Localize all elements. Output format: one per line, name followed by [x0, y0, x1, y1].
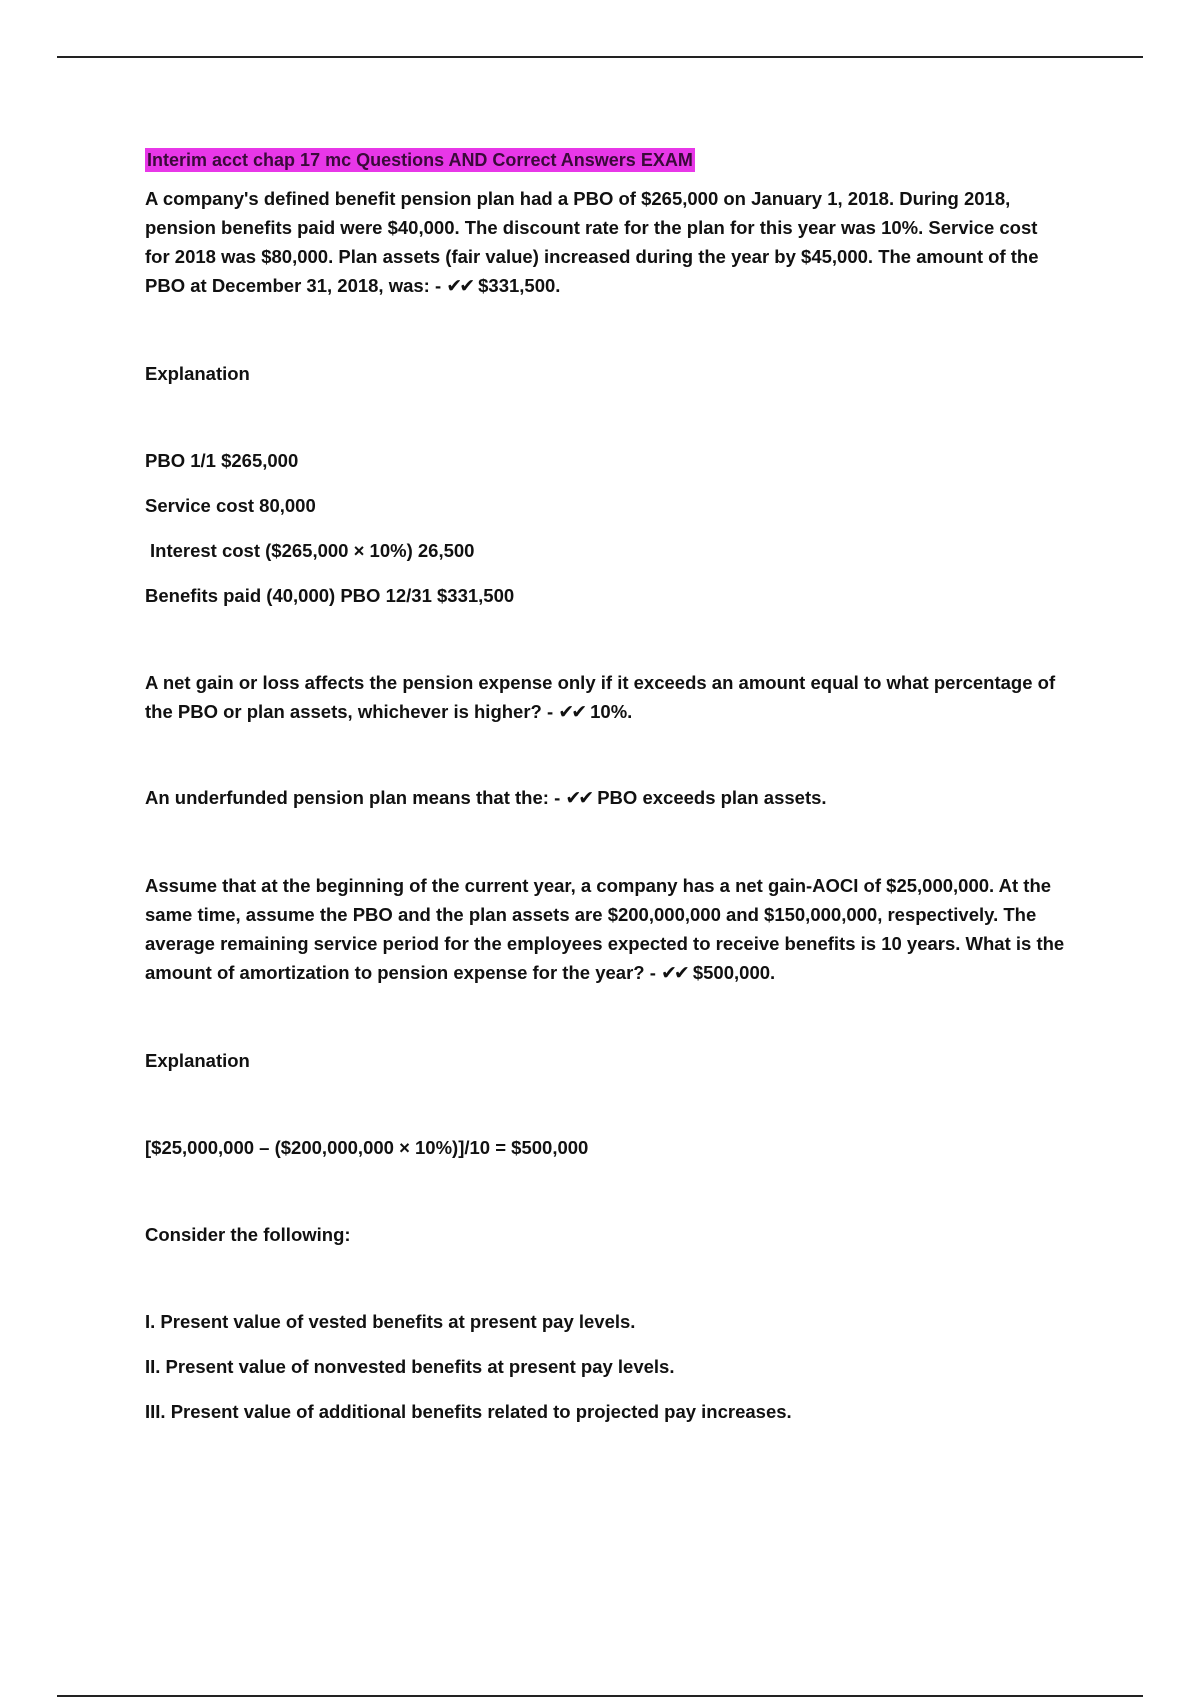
question-4 — [145, 871, 1065, 988]
explanation-formula: [$25,000,000 – ($200,000,000 × 10%)]/10 = $500,000 — [145, 1137, 589, 1158]
question-1-text: A company's defined benefit pension plan had a PBO of $265,000 on January 1, 2018. During 2018, pension benefits paid were $40,000. The discount rate for the plan for this year was 10%. Service cost for 2018 was $80,000. Plan assets (fair value) increased during the year by $45,000. The amount of the PBO at December 31, 2018, was: - — [145, 188, 1039, 296]
explanation-line-4: Benefits paid (40,000) PBO 12/31 $331,500 — [145, 585, 515, 606]
document-title: Interim acct chap 17 mc Questions AND Correct Answers EXAM — [147, 150, 693, 170]
explanation-label-2: Explanation — [145, 1050, 250, 1071]
top-rule — [57, 56, 1143, 58]
question-3-text: An underfunded pension plan means that the: - — [145, 787, 561, 808]
question-4-text: Assume that at the beginning of the current year, a company has a net gain-AOCI of $25,000,000. At the same time, assume the PBO and the plan assets are $200,000,000 and $150,000,000, respectively. The average remaining service period for the employees expected to receive benefits is 10 years. What is the amount of amortization to pension expense for the year? - — [145, 875, 1065, 983]
list-item: III. Present value of additional benefits related to projected pay increases. — [145, 1401, 792, 1422]
list-item: II. Present value of nonvested benefits at present pay levels. — [145, 1356, 675, 1377]
list-item: I. Present value of vested benefits at present pay levels. — [145, 1311, 636, 1332]
consider-intro: Consider the following: — [145, 1224, 351, 1245]
question-4-answer: $500,000. — [692, 962, 776, 983]
explanation-line-3: Interest cost ($265,000 × 10%) 26,500 — [150, 540, 475, 561]
explanation-label-1: Explanation — [145, 363, 250, 384]
double-check-icon: ✔✔ — [565, 787, 592, 809]
question-2-text: A net gain or loss affects the pension expense only if it exceeds an amount equal to what percentage of the PBO or plan assets, whichever is higher? - — [145, 672, 1056, 722]
question-1-answer: $331,500. — [478, 275, 561, 296]
question-1 — [145, 184, 1065, 301]
bottom-rule — [57, 1695, 1143, 1697]
question-3-answer: PBO exceeds plan assets. — [597, 787, 827, 808]
double-check-icon: ✔✔ — [558, 701, 585, 723]
question-2 — [145, 668, 1065, 727]
question-2-answer: 10%. — [590, 701, 633, 722]
double-check-icon: ✔✔ — [661, 962, 687, 984]
document-body — [145, 145, 1065, 1426]
explanation-line-2: Service cost 80,000 — [145, 495, 316, 516]
explanation-line-1: PBO 1/1 $265,000 — [145, 450, 299, 471]
question-3 — [145, 783, 1065, 813]
double-check-icon: ✔✔ — [446, 275, 473, 297]
